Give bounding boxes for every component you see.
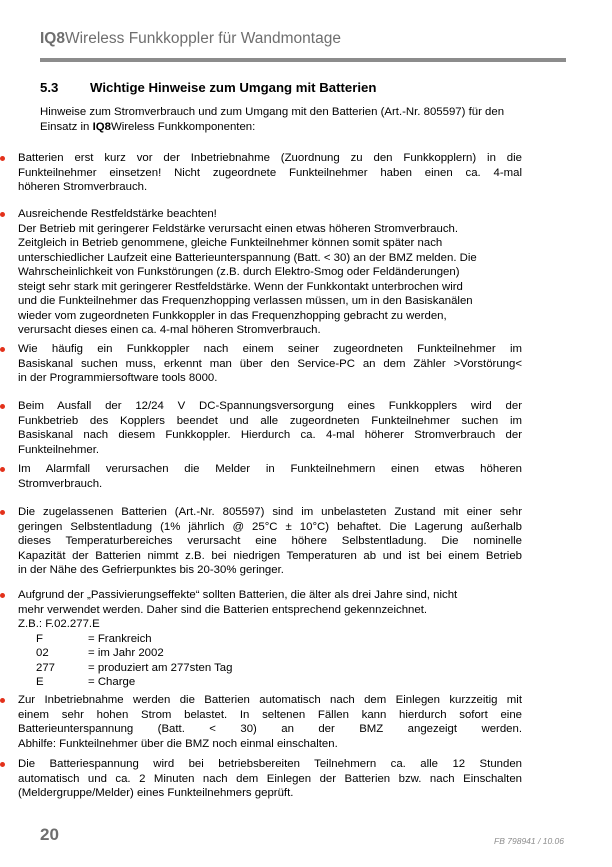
intro-line-2 — [40, 120, 562, 135]
bullet-dot-icon — [0, 467, 5, 472]
bullet-text — [18, 151, 522, 195]
bullet-line: Abhilfe: Funkteilnehmer über die BMZ noch einmal einschalten. — [18, 737, 338, 750]
header-title — [40, 30, 341, 48]
bullet-line: geringen Selbstentladung (1% jährlich @ 25°C ± 10°C) behaftet. Die Lagerung außerhalb — [18, 520, 522, 533]
batch-code-key: 02 — [36, 647, 49, 659]
bullet-dot-icon — [0, 212, 5, 217]
batch-code-meaning: = im Jahr 2002 — [88, 647, 164, 659]
bullet-text — [18, 207, 522, 338]
bullet-line: Kapazität der Batterien nimmt z.B. bei niedrigen Temperaturen ab und ist bei einem Betrieb — [18, 549, 522, 562]
batch-code-row — [18, 646, 522, 661]
bullet-line: steigt sehr stark mit geringerer Restfeldstärke. Wenn der Funkkontakt unterbrochen wird — [18, 280, 463, 293]
bullet-text — [18, 693, 522, 751]
header-brand: IQ8 — [40, 30, 65, 47]
bullet-line: Batterieunterspannung (Batt. < 30) an der BMZ angezeigt werden. — [18, 723, 522, 735]
batch-code-key: E — [36, 676, 44, 688]
batch-code-row — [18, 632, 522, 647]
bullet-line: Im Alarmfall verursachen die Melder in Funkteilnehmern einen etwas höheren — [18, 463, 522, 475]
document-reference: FB 798941 / 10.06 — [494, 836, 564, 846]
bullet-line: wieder vom zugeordneten Funkkoppler in das Frequenzhopping gebracht zu werden, — [18, 309, 447, 322]
bullet-line: Aufgrund der „Passivierungseffekte“ sollten Batterien, die älter als drei Jahre sind, nicht — [18, 589, 458, 601]
section-title: Wichtige Hinweise zum Umgang mit Batterien — [90, 80, 377, 95]
bullet-text — [18, 588, 522, 690]
header-divider — [40, 58, 566, 62]
bullet-line: Basiskanal nach diesem Funkkoppler. Hierdurch ca. 4-mal höherer Stromverbrauch der — [18, 429, 522, 441]
intro-paragraph — [40, 105, 562, 134]
batch-code-key: F — [36, 632, 43, 645]
intro-line-1: Hinweise zum Stromverbrauch und zum Umgang mit den Batterien (Art.-Nr. 805597) für den — [40, 106, 505, 118]
bullet-dot-icon — [0, 762, 5, 767]
batch-code-key: 277 — [36, 661, 56, 674]
bullet-line: Die zugelassenen Batterien (Art.-Nr. 805597) sind im unbelasteten Zustand mit einer sehr — [18, 506, 522, 518]
batch-code-meaning: = produziert am 277sten Tag — [88, 661, 233, 674]
bullet-line: Der Betrieb mit geringerer Feldstärke verursacht einen etwas höheren Stromverbrauch. — [18, 222, 459, 235]
bullet-line: Funkteilnehmer einsetzen! Nicht zugeordnete Funkteilnehmer haben einen ca. 4-mal — [18, 166, 522, 179]
bullet-dot-icon — [0, 404, 5, 409]
header-title-text: Wireless Funkkoppler für Wandmontage — [64, 30, 341, 47]
bullet-line: Zur Inbetriebnahme werden die Batterien automatisch nach dem Einlegen kurzzeitig mit — [18, 694, 522, 706]
bullet-line: einem sehr hohen Strom belastet. In seltenen Fällen kann hierdurch sofort eine — [18, 708, 522, 721]
bullet-line: Wahrscheinlichkeit von Funkstörungen (z.B. durch Elektro-Smog oder Feldänderungen) — [18, 266, 460, 278]
intro-line-2-pre: Einsatz in — [40, 120, 93, 133]
bullet-line: dieses Temperaturbereiches verursacht eine höhere Selbstentladung. Die nominelle — [18, 535, 522, 547]
bullet-line: höheren Stromverbrauch. — [18, 181, 148, 193]
bullet-line: mehr verwendet werden. Daher sind die Batterien entsprechend gekennzeichnet. — [18, 603, 428, 616]
bullet-line: in der Nähe des Gefrierpunktes bis 20-30% geringer. — [18, 564, 284, 576]
bullet-line: Basiskanal suchen muss, erkennt man über den Service-PC an dem Zähler >Vorstörung< — [18, 357, 522, 370]
bullet-line: verursacht dieses einen ca. 4-mal höheren Stromverbrauch. — [18, 324, 321, 336]
bullet-dot-icon — [0, 156, 5, 161]
section-heading — [40, 80, 376, 95]
bullet-line: Batterien erst kurz vor der Inbetriebnahme (Zuordnung zu den Funkkopplern) in die — [18, 152, 522, 164]
bullet-line: in der Programmiersoftware tools 8000. — [18, 372, 218, 384]
bullet-line: Funkteilnehmer. — [18, 443, 100, 456]
bullet-line: und die Funkteilnehmer das Frequenzhopping verlassen müssen, um in den Basiskanälen — [18, 295, 473, 307]
bullet-text — [18, 462, 522, 491]
bullet-line: Beim Ausfall der 12/24 V DC-Spannungsversorgung eines Funkkopplers wird der — [18, 400, 522, 412]
bullet-dot-icon — [0, 698, 5, 703]
bullet-text — [18, 505, 522, 578]
bullet-line: Z.B.: F.02.277.E — [18, 618, 100, 630]
bullet-dot-icon — [0, 347, 5, 352]
bullet-line: Die Batteriespannung wird bei betriebsbereiten Teilnehmern ca. alle 12 Stunden — [18, 758, 522, 770]
bullet-line: Zeitgleich in Betrieb genommene, gleiche Funkteilnehmer können somit später nach — [18, 237, 443, 249]
bullet-text — [18, 399, 522, 457]
batch-code-row — [18, 675, 522, 690]
bullet-text — [18, 342, 522, 386]
batch-code-meaning: = Frankreich — [88, 632, 152, 645]
bullet-line: unterschiedlicher Laufzeit eine Batterieunterspannung (Batt. < 30) an der BMZ melden. Die — [18, 251, 477, 264]
bullet-line: Ausreichende Restfeldstärke beachten! — [18, 208, 217, 220]
bullet-line: (Meldergruppe/Melder) eines Funkteilnehmers geprüft. — [18, 787, 294, 799]
bullet-dot-icon — [0, 510, 5, 515]
bullet-line: Stromverbrauch. — [18, 477, 103, 490]
batch-code-meaning: = Charge — [88, 676, 136, 688]
bullet-line: Funkbetrieb des Kopplers beendet und alle zugeordneten Funkteilnehmer suchen im — [18, 414, 522, 427]
intro-line-2-post: Wireless Funkkomponenten: — [110, 120, 256, 133]
intro-brand: IQ8 — [92, 120, 111, 133]
bullet-dot-icon — [0, 593, 5, 598]
section-number: 5.3 — [40, 80, 59, 95]
page-number: 20 — [40, 825, 59, 844]
bullet-text — [18, 757, 522, 801]
bullet-line: automatisch und ca. 2 Minuten nach dem Einlegen der Batterien bzw. nach Einschalten — [18, 772, 522, 785]
bullet-line: Wie häufig ein Funkkoppler nach einem seiner zugeordneten Funkteilnehmer im — [18, 343, 522, 355]
batch-code-row — [18, 661, 522, 676]
